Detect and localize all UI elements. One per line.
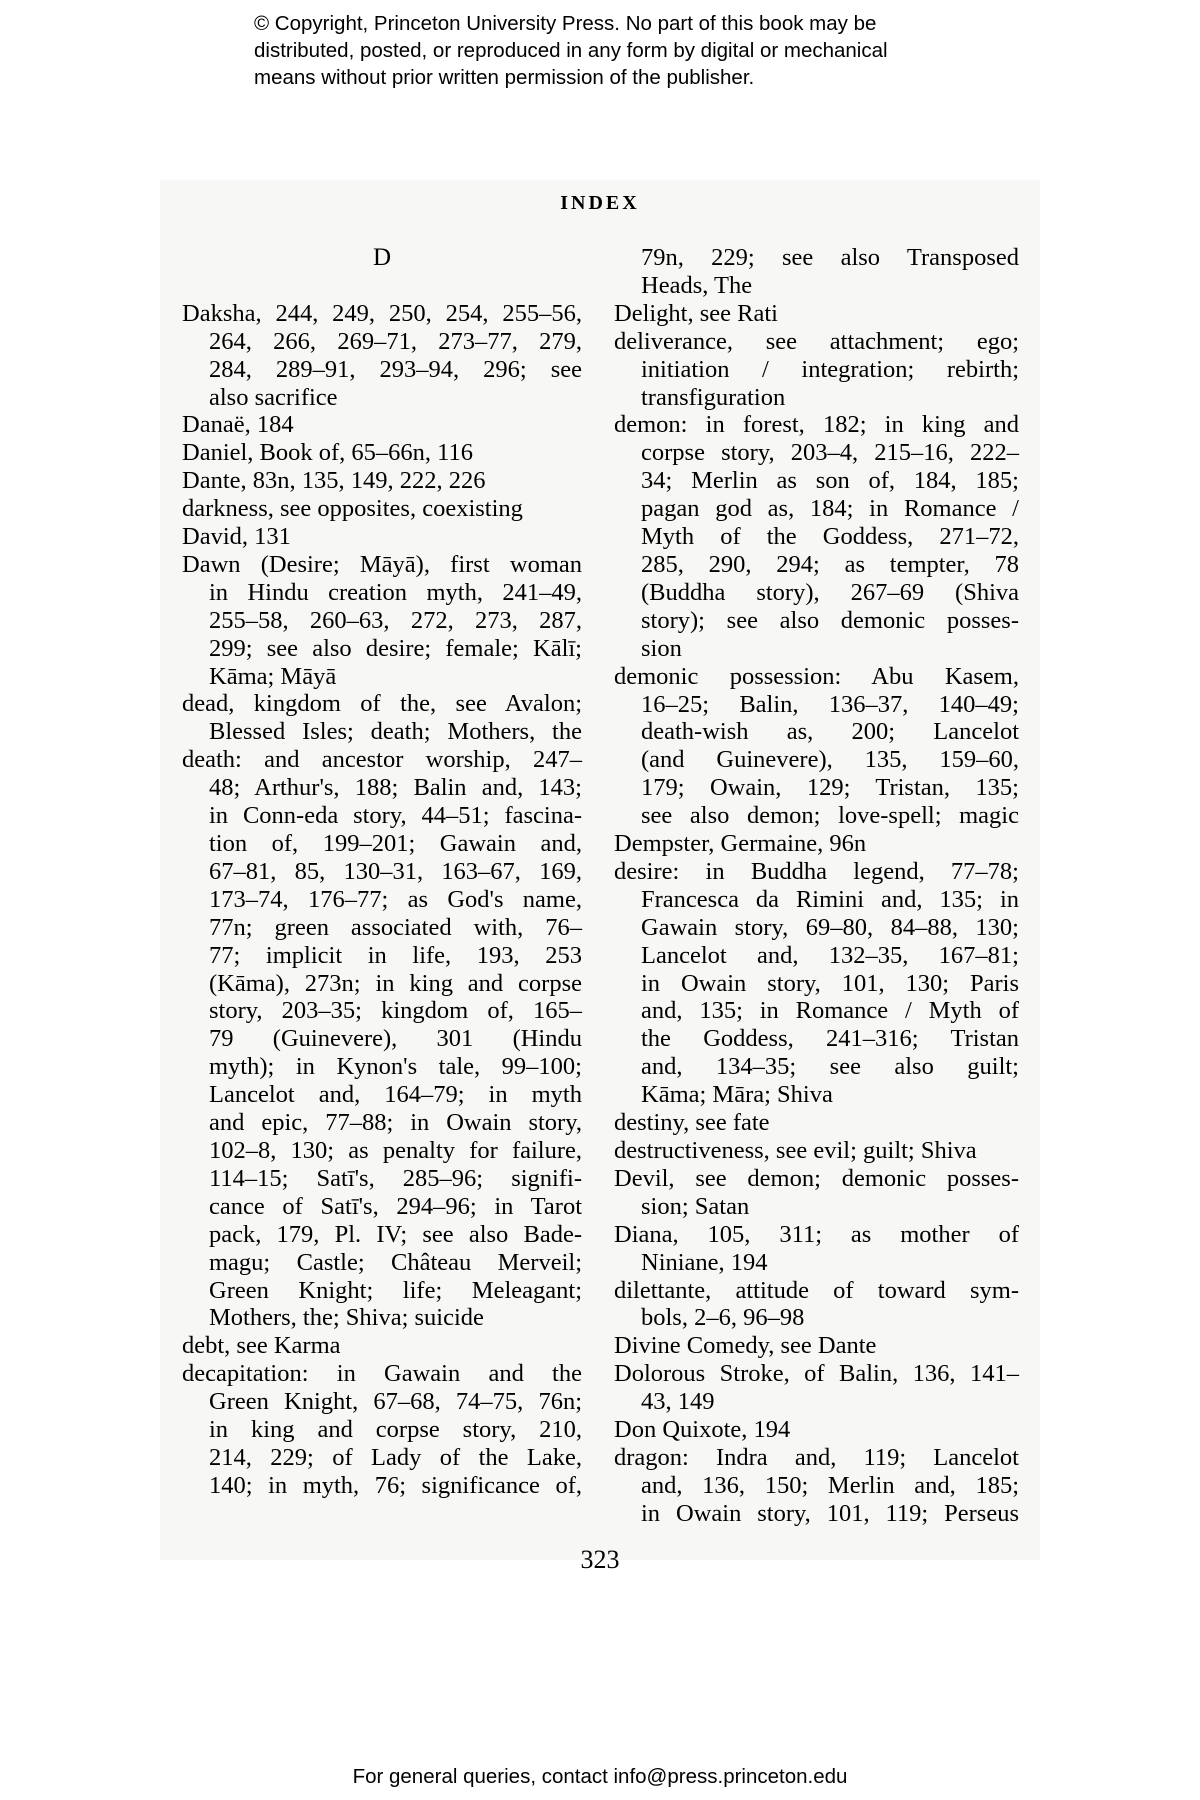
index-entry: Daksha, 244, 249, 250, 254, 255–56,	[182, 299, 582, 327]
index-entry-continuation: 255–58, 260–63, 272, 273, 287,	[209, 606, 582, 634]
index-entry-continuation: in king and corpse story, 210,	[209, 1416, 582, 1444]
index-entry-continuation: 67–81, 85, 130–31, 163–67, 169,	[209, 857, 582, 885]
index-entry-continuation: 299; see also desire; female; Kālī;	[209, 634, 582, 662]
index-entry: Don Quixote, 194	[614, 1416, 791, 1444]
index-entry-continuation: 114–15; Satī's, 285–96; signifi-	[209, 1164, 582, 1192]
index-entry-continuation: the Goddess, 241–316; Tristan	[641, 1025, 1019, 1053]
index-entry-continuation: (Buddha story), 267–69 (Shiva	[641, 578, 1019, 606]
index-entry-continuation: pack, 179, Pl. IV; see also Bade-	[209, 1220, 582, 1248]
index-entry: destiny, see fate	[614, 1109, 770, 1137]
index-entry: death: and ancestor worship, 247–	[182, 746, 582, 774]
index-entry-continuation: and epic, 77–88; in Owain story,	[209, 1109, 582, 1137]
index-entry-continuation: 79n, 229; see also Transposed	[641, 244, 1019, 271]
index-entry-continuation: see also demon; love-spell; magic	[641, 802, 1019, 830]
index-entry-continuation: sion	[641, 634, 682, 662]
index-entry-continuation: Mothers, the; Shiva; suicide	[209, 1304, 484, 1332]
index-entry-continuation: 214, 229; of Lady of the Lake,	[209, 1443, 582, 1471]
index-entry: Divine Comedy, see Dante	[614, 1332, 877, 1360]
index-entry-continuation: death-wish as, 200; Lancelot	[641, 718, 1019, 746]
index-entry: Diana, 105, 311; as mother of	[614, 1220, 1019, 1248]
index-entry: debt, see Karma	[182, 1332, 341, 1360]
index-entry-continuation: 179; Owain, 129; Tristan, 135;	[641, 774, 1019, 802]
page-number: 323	[580, 1545, 620, 1574]
copyright-notice	[254, 10, 1014, 91]
index-entry-continuation: Lancelot and, 132–35, 167–81;	[641, 941, 1019, 969]
index-entry-continuation: magu; Castle; Château Merveil;	[209, 1248, 582, 1276]
left-entry-lines	[182, 300, 582, 1500]
copyright-line: distributed, posted, or reproduced in any form by digital or mechanical	[254, 39, 888, 62]
footer-contact: For general queries, contact info@press.princeton.edu	[352, 1765, 848, 1788]
right-entry-lines	[614, 244, 1019, 1528]
index-entry: dead, kingdom of the, see Avalon;	[182, 690, 582, 718]
index-entry-continuation: 173–74, 176–77; as God's name,	[209, 885, 582, 913]
index-entry-continuation: Heads, The	[641, 271, 753, 299]
index-entry-continuation: Kāma; Māyā	[209, 662, 337, 690]
index-entry-continuation: in Owain story, 101, 130; Paris	[641, 969, 1019, 997]
section-letter: D	[372, 244, 392, 271]
index-column-right	[614, 244, 1019, 1528]
index-entry-continuation: 77n; green associated with, 76–	[209, 913, 582, 941]
index-entry-continuation: Myth of the Goddess, 271–72,	[641, 523, 1019, 551]
index-heading: INDEX	[560, 192, 640, 214]
index-entry-continuation: 284, 289–91, 293–94, 296; see	[209, 355, 582, 383]
index-entry-continuation: Kāma; Māra; Shiva	[641, 1081, 833, 1109]
index-entry: dragon: Indra and, 119; Lancelot	[614, 1443, 1019, 1471]
index-entry-continuation: 16–25; Balin, 136–37, 140–49;	[641, 690, 1019, 718]
index-column-left	[182, 244, 582, 1500]
copyright-line: © Copyright, Princeton University Press. No part of this book may be	[254, 12, 877, 35]
index-entry: dilettante, attitude of toward sym-	[614, 1276, 1019, 1304]
index-entry-continuation: Blessed Isles; death; Mothers, the	[209, 718, 582, 746]
index-entry-continuation: bols, 2–6, 96–98	[641, 1304, 805, 1332]
index-entry-continuation: 285, 290, 294; as tempter, 78	[641, 550, 1019, 578]
index-entry-continuation: corpse story, 203–4, 215–16, 222–	[641, 439, 1019, 467]
index-entry: Dawn (Desire; Māyā), first woman	[182, 550, 582, 578]
index-entry: decapitation: in Gawain and the	[182, 1360, 582, 1388]
index-entry: deliverance, see attachment; ego;	[614, 327, 1019, 355]
index-entry-continuation: tion of, 199–201; Gawain and,	[209, 830, 582, 858]
index-entry: desire: in Buddha legend, 77–78;	[614, 857, 1019, 885]
index-entry: Devil, see demon; demonic posses-	[614, 1164, 1019, 1192]
index-entry-continuation: (and Guinevere), 135, 159–60,	[641, 746, 1019, 774]
index-entry: demonic possession: Abu Kasem,	[614, 662, 1019, 690]
index-entry-continuation: 79 (Guinevere), 301 (Hindu	[209, 1025, 582, 1053]
index-entry-continuation: 43, 149	[641, 1388, 715, 1416]
index-entry-continuation: and, 134–35; see also guilt;	[641, 1053, 1019, 1081]
index-entry-continuation: 48; Arthur's, 188; Balin and, 143;	[209, 774, 582, 802]
index-entry-continuation: 34; Merlin as son of, 184, 185;	[641, 467, 1019, 495]
copyright-line: means without prior written permission of the publisher.	[254, 66, 755, 89]
index-entry: Delight, see Rati	[614, 299, 778, 327]
index-entry-continuation: initiation / integration; rebirth;	[641, 355, 1019, 383]
index-entry-continuation: Lancelot and, 164–79; in myth	[209, 1081, 582, 1109]
index-entry-continuation: in Conn-eda story, 44–51; fascina-	[209, 802, 582, 830]
index-entry-continuation: (Kāma), 273n; in king and corpse	[209, 969, 582, 997]
index-entry: destructiveness, see evil; guilt; Shiva	[614, 1137, 977, 1164]
index-entry-continuation: in Hindu creation myth, 241–49,	[209, 578, 582, 606]
index-entry-continuation: story); see also demonic posses-	[641, 606, 1019, 634]
index-entry-continuation: pagan god as, 184; in Romance /	[641, 495, 1019, 523]
index-entry-continuation: Niniane, 194	[641, 1248, 768, 1276]
index-entry-continuation: Gawain story, 69–80, 84–88, 130;	[641, 913, 1019, 941]
index-entry-continuation: and, 136, 150; Merlin and, 185;	[641, 1471, 1019, 1499]
index-entry-continuation: also sacrifice	[209, 383, 338, 411]
index-entry-continuation: Green Knight; life; Meleagant;	[209, 1276, 582, 1304]
index-entry-continuation: cance of Satī's, 294–96; in Tarot	[209, 1192, 582, 1220]
index-entry: Dolorous Stroke, of Balin, 136, 141–	[614, 1360, 1019, 1388]
index-entry: David, 131	[182, 523, 291, 551]
index-entry: demon: in forest, 182; in king and	[614, 411, 1019, 439]
index-entry-continuation: myth); in Kynon's tale, 99–100;	[209, 1053, 582, 1081]
index-entry: darkness, see opposites, coexisting	[182, 495, 523, 523]
index-entry-continuation: and, 135; in Romance / Myth of	[641, 997, 1019, 1025]
index-entry-continuation: Francesca da Rimini and, 135; in	[641, 885, 1019, 913]
index-entry-continuation: 102–8, 130; as penalty for failure,	[209, 1136, 582, 1164]
index-entry: Dempster, Germaine, 96n	[614, 830, 867, 858]
index-entry-continuation: 140; in myth, 76; significance of,	[209, 1471, 582, 1499]
index-entry-continuation: transfiguration	[641, 383, 786, 411]
index-entry-continuation: 264, 266, 269–71, 273–77, 279,	[209, 327, 582, 355]
index-entry: Daniel, Book of, 65–66n, 116	[182, 439, 474, 467]
index-entry: Danaë, 184	[182, 411, 294, 439]
index-entry-continuation: sion; Satan	[641, 1192, 750, 1220]
index-entry: Dante, 83n, 135, 149, 222, 226	[182, 467, 486, 495]
index-entry-continuation: in Owain story, 101, 119; Perseus	[641, 1499, 1019, 1527]
index-entry-continuation: story, 203–35; kingdom of, 165–	[209, 997, 582, 1025]
index-entry-continuation: Green Knight, 67–68, 74–75, 76n;	[209, 1388, 582, 1416]
index-entry-continuation: 77; implicit in life, 193, 253	[209, 941, 582, 969]
